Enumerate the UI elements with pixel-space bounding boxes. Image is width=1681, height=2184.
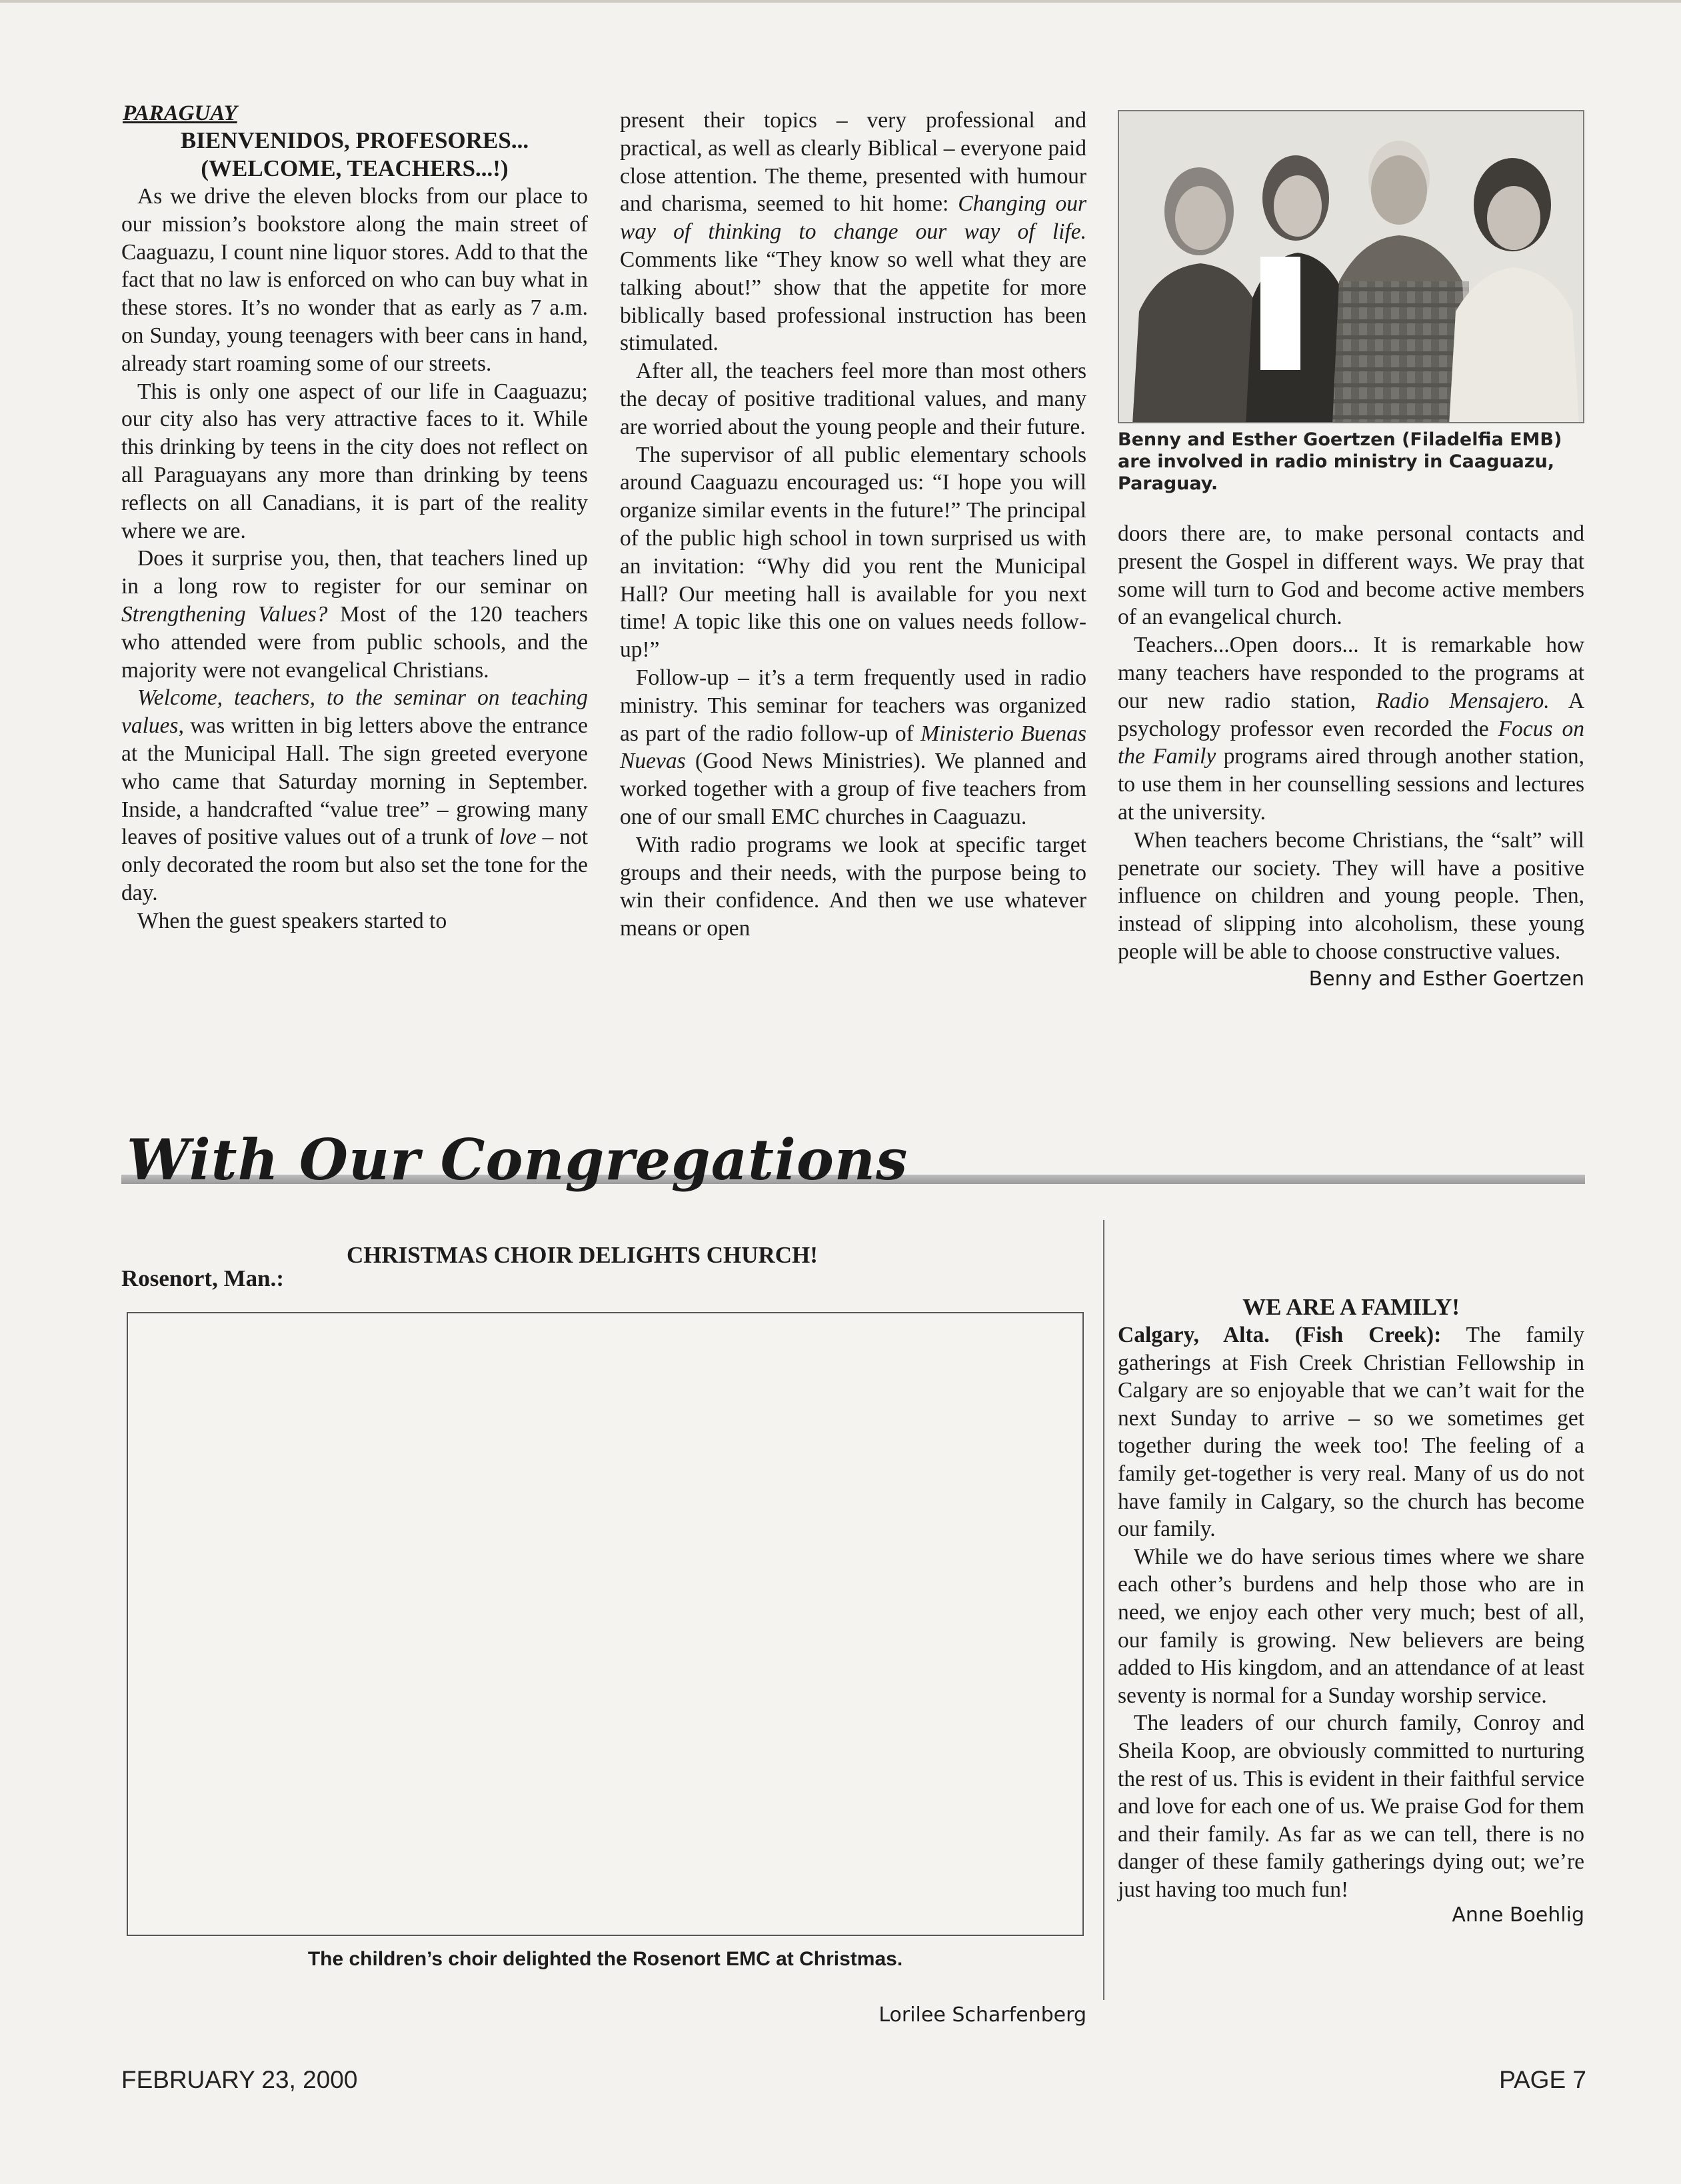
family-headline: WE ARE A FAMILY! bbox=[1242, 1294, 1460, 1320]
paragraph: doors there are, to make personal contacts and present the Gospel in different ways. We pray that some will turn to God and become active members of an evangelical church. bbox=[1118, 521, 1584, 630]
footer-date: FEBRUARY 23, 2000 bbox=[121, 2066, 358, 2093]
paragraph: The leaders of our church family, Conroy and Sheila Koop, are obviously committed to nurturing the rest of us. This is evident in their faithful service and love for each one of us. We praise God for them and their family. As far as we can tell, there is no danger of these family gatherings dying out; we’re just having too much fun! bbox=[1118, 1711, 1584, 1902]
family-signature: Anne Boehlig bbox=[1452, 1903, 1584, 1927]
family-article bbox=[1118, 1293, 1584, 1927]
column-divider bbox=[1103, 1220, 1104, 2000]
article-column-1 bbox=[121, 100, 588, 935]
paragraph: Follow-up – it’s a term frequently used in radio ministry. This seminar for teachers was organized as part of the radio follow-up of Ministerio Buenas Nuevas (Good News Ministries). We planned and worked together with a group of five teachers from one of our small EMC churches in Caaguazu. bbox=[620, 665, 1086, 829]
article-column-3 bbox=[1118, 520, 1584, 993]
family-dateline: Calgary, Alta. (Fish Creek): bbox=[1118, 1323, 1442, 1347]
paragraph: When teachers become Christians, the “salt” will penetrate our society. They will have a positive influence on children and young people. Then, instead of slipping into alcoholism, these young people will be able to choose constructive values. bbox=[1118, 827, 1584, 964]
paragraph: Does it surprise you, then, that teachers lined up in a long row to register for our seminar on Strengthening Values? Most of the 120 teachers who attended were from public schools, and the majority were not evangelical Christians. bbox=[121, 546, 588, 683]
footer-page-number: PAGE 7 bbox=[1499, 2066, 1586, 2093]
paragraph: Welcome, teachers, to the seminar on teaching values, was written in big letters above the entrance at the Municipal Hall. The sign greeted everyone who came that Saturday morning in September. Inside, a handcrafted “value tree” – growing many leaves of positive values out of a trunk of love – not only decorated the room but also set the tone for the day. bbox=[121, 685, 589, 905]
paragraph: This is only one aspect of our life in Caaguazu; our city also has very attractive faces to it. While this drinking by teens in the city does not reflect on all Paraguayans any more than drinking by teens reflects on all Canadians, it is part of the reality where we are. bbox=[121, 379, 588, 543]
paragraph: While we do have serious times where we share each other’s burdens and help those who are in need, we enjoy each other very much; best of all, our family is growing. New believers are being added to His kingdom, and an attendance of at least seventy is normal for a Sunday worship service. bbox=[1118, 1544, 1584, 1708]
scan-edge bbox=[0, 0, 1681, 3]
article-column-2 bbox=[620, 107, 1086, 943]
article-subheadline: (WELCOME, TEACHERS...!) bbox=[201, 155, 509, 181]
photo-caption: Benny and Esther Goertzen (Filadelfia EMB) are involved in radio ministry in Caaguazu, Paraguay. bbox=[1118, 429, 1562, 494]
section-banner-title: With Our Congregations bbox=[127, 1127, 908, 1193]
family-photo-illustration bbox=[1119, 111, 1584, 423]
choir-dateline: Rosenort, Man.: bbox=[121, 1265, 284, 1291]
paragraph: present their topics – very professional and practical, as well as clearly Biblical – everyone paid close attention. The theme, presented with humour and charisma, seemed to hit home: Changing our way of thinking to change our way of life. Comments like “They know so well what they are talking about!” show that the appetite for more biblically based professional instruction has been stimulated. bbox=[620, 108, 1086, 356]
paragraph: As we drive the eleven blocks from our place to our mission’s bookstore along the main street of Caaguazu, I count nine liquor stores. Add to that the fact that no law is enforced on who can buy what in these stores. It’s no wonder that as early as 7 a.m. on Sunday, young teenagers with beer cans in hand, already start roaming some of our streets. bbox=[121, 184, 588, 376]
paragraph: Calgary, Alta. (Fish Creek): The family gatherings at Fish Creek Christian Fellowship in Calgary are so enjoyable that we can’t wait for the next Sunday to arrive – so we sometimes get together during the week too! The feeling of a family get-together is very real. Many of us do not have family in Calgary, so the church has become our family. bbox=[1118, 1323, 1584, 1542]
family-photo bbox=[1118, 110, 1584, 423]
choir-signature: Lorilee Scharfenberg bbox=[878, 2003, 1086, 2027]
paragraph: After all, the teachers feel more than most others the decay of positive traditional values, and many are worried about the young people and their future. bbox=[620, 359, 1086, 439]
paragraph: When the guest speakers started to bbox=[137, 908, 447, 933]
paragraph: With radio programs we look at specific target groups and their needs, with the purpose being to win their confidence. And then we use whatever means or open bbox=[620, 832, 1086, 941]
choir-caption: The children’s choir delighted the Rosenort EMC at Christmas. bbox=[307, 1948, 903, 1970]
article-kicker: PARAGUAY bbox=[123, 101, 237, 125]
article-headline: BIENVENIDOS, PROFESORES... bbox=[180, 127, 529, 153]
choir-photo-placeholder bbox=[127, 1312, 1084, 1936]
choir-headline: CHRISTMAS CHOIR DELIGHTS CHURCH! bbox=[347, 1242, 818, 1268]
article-signature: Benny and Esther Goertzen bbox=[1308, 967, 1584, 991]
section-banner bbox=[121, 1127, 1585, 1200]
paragraph: The supervisor of all public elementary schools around Caaguazu encouraged us: “I hope you will organize similar events in the future!” The principal of the public high school in town surprised us with an invitation: “Why did you rent the Municipal Hall? Our meeting hall is available for you next time! A topic like this one on values needs follow-up!” bbox=[620, 442, 1086, 663]
paragraph: Teachers...Open doors... It is remarkable how many teachers have responded to the programs at our new radio station, Radio Mensajero. A psychology professor even recorded the Focus on the Family programs aired through another station, to use them in her counselling sessions and lectures at the university. bbox=[1118, 633, 1585, 825]
